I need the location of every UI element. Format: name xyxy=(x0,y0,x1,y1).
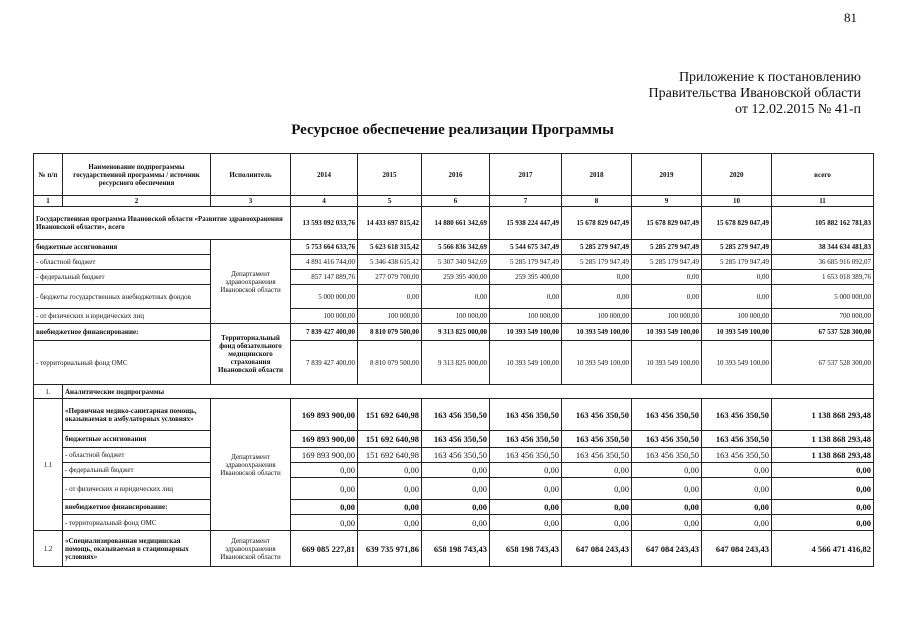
value-cell: 0,00 xyxy=(291,463,358,478)
value-cell: 15 678 829 047,49 xyxy=(562,207,632,240)
table-row xyxy=(34,531,874,567)
section-label: Аналитические подпрограммы xyxy=(63,385,874,399)
row-label: внебюджетное финансирование: xyxy=(63,500,211,515)
value-cell: 10 393 549 100,00 xyxy=(562,324,632,341)
index-cell: 2 xyxy=(63,196,211,207)
value-cell: 0,00 xyxy=(772,500,874,515)
header-year: 2020 xyxy=(702,154,772,196)
value-cell: 0,00 xyxy=(772,478,874,500)
value-cell: 647 084 243,43 xyxy=(632,531,702,567)
value-cell: 0,00 xyxy=(490,285,562,309)
value-cell: 100 000,00 xyxy=(422,309,490,324)
value-cell: 0,00 xyxy=(702,500,772,515)
table-row xyxy=(34,478,874,500)
subprogram-num: 1.2 xyxy=(34,531,63,567)
value-cell: 14 433 697 815,42 xyxy=(358,207,422,240)
value-cell: 163 456 350,50 xyxy=(562,448,632,463)
appendix-line: от 12.02.2015 № 41-п xyxy=(735,102,861,117)
executor-cell: Департамент здравоохранения Ивановской области xyxy=(211,399,291,531)
value-cell: 105 882 162 781,83 xyxy=(772,207,874,240)
table-row xyxy=(34,154,874,196)
header-executor: Исполнитель xyxy=(211,154,291,196)
index-cell: 1 xyxy=(34,196,63,207)
value-cell: 0,00 xyxy=(632,515,702,531)
table-row xyxy=(34,196,874,207)
row-label: - областной бюджет xyxy=(34,255,211,270)
row-label: - от физических и юридических лиц xyxy=(63,478,211,500)
table-row xyxy=(34,324,874,341)
value-cell: 5 544 675 347,49 xyxy=(490,240,562,255)
header-num: № п/п xyxy=(34,154,63,196)
table-row xyxy=(34,270,874,285)
header-name: Наименование подпрограммы государственной программы / источник ресурсного обеспечения xyxy=(63,154,211,196)
value-cell: 15 678 829 047,49 xyxy=(702,207,772,240)
value-cell: 5 285 179 947,49 xyxy=(490,255,562,270)
value-cell: 0,00 xyxy=(358,500,422,515)
value-cell: 163 456 350,50 xyxy=(632,399,702,431)
value-cell: 15 678 829 047,49 xyxy=(632,207,702,240)
value-cell: 0,00 xyxy=(490,478,562,500)
value-cell: 163 456 350,50 xyxy=(702,431,772,448)
value-cell: 7 839 427 400,00 xyxy=(291,324,358,341)
value-cell: 5 285 179 947,49 xyxy=(632,255,702,270)
value-cell: 100 000,00 xyxy=(562,309,632,324)
value-cell: 277 079 700,00 xyxy=(358,270,422,285)
value-cell: 0,00 xyxy=(772,515,874,531)
value-cell: 100 000,00 xyxy=(632,309,702,324)
value-cell: 0,00 xyxy=(632,500,702,515)
value-cell: 0,00 xyxy=(358,285,422,309)
value-cell: 10 393 549 100,00 xyxy=(702,341,772,385)
value-cell: 36 685 916 092,07 xyxy=(772,255,874,270)
index-cell: 9 xyxy=(632,196,702,207)
table-row xyxy=(34,463,874,478)
executor-cell: Территориальный фонд обязательного медицинского страхования Ивановской области xyxy=(211,324,291,385)
value-cell: 0,00 xyxy=(490,463,562,478)
table-row xyxy=(34,341,874,385)
row-label: - от физических и юридических лиц xyxy=(34,309,211,324)
table-row xyxy=(34,240,874,255)
value-cell: 0,00 xyxy=(358,463,422,478)
value-cell: 0,00 xyxy=(422,285,490,309)
value-cell: 10 393 549 100,00 xyxy=(562,341,632,385)
value-cell: 8 810 079 500,00 xyxy=(358,341,422,385)
row-label: - территориальный фонд ОМС xyxy=(63,515,211,531)
value-cell: 169 893 900,00 xyxy=(291,448,358,463)
appendix-note xyxy=(649,70,861,118)
value-cell: 4 566 471 416,82 xyxy=(772,531,874,567)
value-cell: 0,00 xyxy=(422,500,490,515)
value-cell: 5 285 279 947,49 xyxy=(632,240,702,255)
table-row xyxy=(34,515,874,531)
value-cell: 0,00 xyxy=(562,285,632,309)
value-cell: 0,00 xyxy=(632,285,702,309)
page-number: 81 xyxy=(844,10,857,25)
value-cell: 0,00 xyxy=(291,515,358,531)
value-cell: 0,00 xyxy=(422,515,490,531)
value-cell: 163 456 350,50 xyxy=(562,399,632,431)
value-cell: 14 880 661 342,69 xyxy=(422,207,490,240)
value-cell: 163 456 350,50 xyxy=(422,399,490,431)
value-cell: 259 395 400,00 xyxy=(490,270,562,285)
value-cell: 0,00 xyxy=(490,515,562,531)
value-cell: 10 393 549 100,00 xyxy=(490,324,562,341)
value-cell: 0,00 xyxy=(422,463,490,478)
table-row xyxy=(34,285,874,309)
value-cell: 658 198 743,43 xyxy=(422,531,490,567)
subprogram-name: «Специализированная медицинская помощь, оказываемая в стационарных условиях» xyxy=(63,531,211,567)
value-cell: 5 285 179 947,49 xyxy=(562,255,632,270)
executor-cell: Департамент здравоохранения Ивановской области xyxy=(211,240,291,324)
value-cell: 1 138 868 293,48 xyxy=(772,431,874,448)
value-cell: 0,00 xyxy=(562,270,632,285)
subprogram-num: 1.1 xyxy=(34,399,63,531)
value-cell: 163 456 350,50 xyxy=(490,431,562,448)
row-label: - областной бюджет xyxy=(63,448,211,463)
value-cell: 0,00 xyxy=(291,478,358,500)
header-year: всего xyxy=(772,154,874,196)
value-cell: 13 593 092 033,76 xyxy=(291,207,358,240)
section-num: 1. xyxy=(34,385,63,399)
value-cell: 0,00 xyxy=(632,478,702,500)
value-cell: 163 456 350,50 xyxy=(490,399,562,431)
value-cell: 100 000,00 xyxy=(291,309,358,324)
value-cell: 5 307 340 942,69 xyxy=(422,255,490,270)
value-cell: 9 313 825 000,00 xyxy=(422,341,490,385)
value-cell: 658 198 743,43 xyxy=(490,531,562,567)
value-cell: 1 138 868 293,48 xyxy=(772,448,874,463)
value-cell: 5 346 438 615,42 xyxy=(358,255,422,270)
value-cell: 0,00 xyxy=(772,463,874,478)
value-cell: 0,00 xyxy=(632,463,702,478)
value-cell: 163 456 350,50 xyxy=(562,431,632,448)
row-label: бюджетные ассигнования xyxy=(63,431,211,448)
value-cell: 163 456 350,50 xyxy=(632,448,702,463)
header-year: 2018 xyxy=(562,154,632,196)
index-cell: 7 xyxy=(490,196,562,207)
value-cell: 151 692 640,98 xyxy=(358,399,422,431)
value-cell: 4 891 416 744,00 xyxy=(291,255,358,270)
row-label: - федеральный бюджет xyxy=(63,463,211,478)
value-cell: 10 393 549 100,00 xyxy=(702,324,772,341)
program-name: Государственная программа Ивановской области «Развитие здравоохранения Ивановской области», всего xyxy=(34,207,291,240)
value-cell: 857 147 889,76 xyxy=(291,270,358,285)
index-cell: 3 xyxy=(211,196,291,207)
value-cell: 10 393 549 100,00 xyxy=(632,341,702,385)
resource-table xyxy=(33,153,874,567)
value-cell: 7 839 427 400,00 xyxy=(291,341,358,385)
value-cell: 259 395 400,00 xyxy=(422,270,490,285)
row-label: - федеральный бюджет xyxy=(34,270,211,285)
value-cell: 5 285 279 947,49 xyxy=(702,240,772,255)
value-cell: 100 000,00 xyxy=(702,309,772,324)
row-label: бюджетные ассигнования xyxy=(34,240,211,255)
value-cell: 67 537 528 300,00 xyxy=(772,324,874,341)
value-cell: 700 000,00 xyxy=(772,309,874,324)
value-cell: 10 393 549 100,00 xyxy=(490,341,562,385)
value-cell: 5 623 618 315,42 xyxy=(358,240,422,255)
value-cell: 5 566 836 342,69 xyxy=(422,240,490,255)
value-cell: 163 456 350,50 xyxy=(422,448,490,463)
table-row xyxy=(34,255,874,270)
value-cell: 163 456 350,50 xyxy=(702,448,772,463)
value-cell: 5 753 664 633,76 xyxy=(291,240,358,255)
value-cell: 169 893 900,00 xyxy=(291,399,358,431)
value-cell: 100 000,00 xyxy=(358,309,422,324)
header-year: 2014 xyxy=(291,154,358,196)
value-cell: 163 456 350,50 xyxy=(702,399,772,431)
value-cell: 1 138 868 293,48 xyxy=(772,399,874,431)
header-year: 2016 xyxy=(422,154,490,196)
table-row xyxy=(34,500,874,515)
table-row xyxy=(34,309,874,324)
value-cell: 0,00 xyxy=(422,478,490,500)
value-cell: 0,00 xyxy=(702,463,772,478)
table-row xyxy=(34,448,874,463)
subprogram-name: «Первичная медико-санитарная помощь, оказываемая в амбулаторных условиях» xyxy=(63,399,211,431)
table-row xyxy=(34,431,874,448)
value-cell: 163 456 350,50 xyxy=(632,431,702,448)
value-cell: 5 285 179 947,49 xyxy=(702,255,772,270)
row-label: внебюджетное финансирование: xyxy=(34,324,211,341)
index-cell: 11 xyxy=(772,196,874,207)
value-cell: 647 084 243,43 xyxy=(702,531,772,567)
index-cell: 5 xyxy=(358,196,422,207)
row-label: - территориальный фонд ОМС xyxy=(34,341,211,385)
value-cell: 169 893 900,00 xyxy=(291,431,358,448)
header-year: 2015 xyxy=(358,154,422,196)
value-cell: 151 692 640,98 xyxy=(358,431,422,448)
table-row xyxy=(34,399,874,431)
value-cell: 0,00 xyxy=(562,500,632,515)
value-cell: 5 000 000,00 xyxy=(772,285,874,309)
index-cell: 10 xyxy=(702,196,772,207)
value-cell: 0,00 xyxy=(562,478,632,500)
value-cell: 100 000,00 xyxy=(490,309,562,324)
value-cell: 67 537 528 300,00 xyxy=(772,341,874,385)
executor-cell: Департамент здравоохранения Ивановской области xyxy=(211,531,291,567)
value-cell: 1 653 018 389,76 xyxy=(772,270,874,285)
value-cell: 639 735 971,86 xyxy=(358,531,422,567)
row-label: - бюджеты государственных внебюджетных фондов xyxy=(34,285,211,309)
value-cell: 5 285 279 947,49 xyxy=(562,240,632,255)
table-row xyxy=(34,385,874,399)
value-cell: 163 456 350,50 xyxy=(422,431,490,448)
value-cell: 0,00 xyxy=(291,500,358,515)
value-cell: 0,00 xyxy=(490,500,562,515)
value-cell: 669 085 227,81 xyxy=(291,531,358,567)
index-cell: 4 xyxy=(291,196,358,207)
value-cell: 8 810 079 500,00 xyxy=(358,324,422,341)
value-cell: 15 938 224 447,49 xyxy=(490,207,562,240)
index-cell: 8 xyxy=(562,196,632,207)
value-cell: 0,00 xyxy=(702,478,772,500)
value-cell: 5 000 000,00 xyxy=(291,285,358,309)
value-cell: 38 344 634 481,83 xyxy=(772,240,874,255)
value-cell: 0,00 xyxy=(702,515,772,531)
value-cell: 0,00 xyxy=(562,463,632,478)
value-cell: 0,00 xyxy=(358,478,422,500)
value-cell: 163 456 350,50 xyxy=(490,448,562,463)
value-cell: 0,00 xyxy=(702,270,772,285)
appendix-line: Правительства Ивановской области xyxy=(648,86,861,101)
value-cell: 0,00 xyxy=(562,515,632,531)
value-cell: 9 313 825 000,00 xyxy=(422,324,490,341)
value-cell: 10 393 549 100,00 xyxy=(632,324,702,341)
header-year: 2017 xyxy=(490,154,562,196)
value-cell: 0,00 xyxy=(702,285,772,309)
value-cell: 0,00 xyxy=(632,270,702,285)
value-cell: 151 692 640,98 xyxy=(358,448,422,463)
document-title: Ресурсное обеспечение реализации Программы xyxy=(291,122,614,138)
appendix-line: Приложение к постановлению xyxy=(678,70,861,85)
value-cell: 647 084 243,43 xyxy=(562,531,632,567)
table-row xyxy=(34,207,874,240)
header-year: 2019 xyxy=(632,154,702,196)
index-cell: 6 xyxy=(422,196,490,207)
value-cell: 0,00 xyxy=(358,515,422,531)
